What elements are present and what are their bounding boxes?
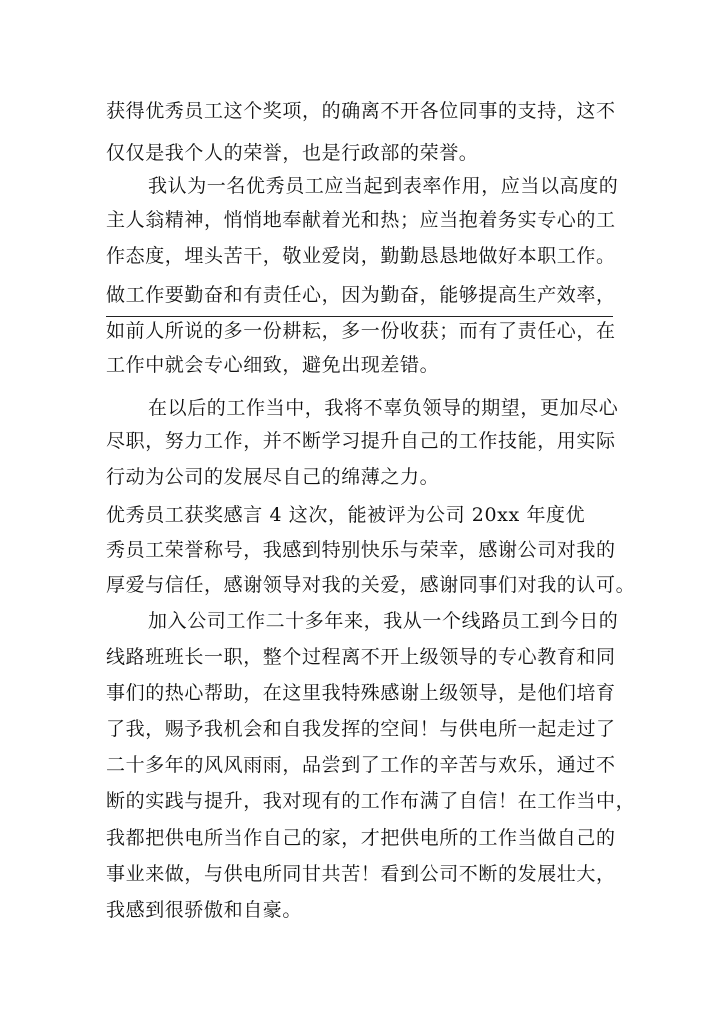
text-line: 做工作要勤奋和有责任心，因为勤奋，能够提高生产效率， [106, 284, 616, 306]
text-line: 主人翁精神，悄悄地奉献着光和热；应当抱着务实专心的工 [106, 209, 616, 231]
text-line: 我感到很骄傲和自豪。 [106, 899, 303, 921]
text-line: 获得优秀员工这个奖项，的确离不开各位同事的支持，这不 [106, 100, 616, 122]
text-line: 二十多年的风风雨雨，品尝到了工作的辛苦与欢乐，通过不 [106, 754, 616, 776]
text-line: 仅仅是我个人的荣誉，也是行政部的荣誉。 [106, 142, 479, 164]
text-line: 线路班班长一职，整个过程离不开上级领导的专心教育和同 [106, 646, 616, 668]
text-line: 在以后的工作当中，我将不辜负领导的期望，更加尽心 [148, 397, 619, 419]
text-line: 优秀员工获奖感言 4 这次，能被评为公司 20xx 年度优 [106, 504, 586, 526]
text-line: 加入公司工作二十多年来，我从一个线路员工到今日的 [148, 610, 619, 632]
text-line: 了我，赐予我机会和自我发挥的空间！与供电所一起走过了 [106, 718, 616, 740]
text-line: 如前人所说的多一份耕耘，多一份收获；而有了责任心，在 [106, 320, 616, 342]
text-line: 秀员工荣誉称号，我感到特别快乐与荣幸，感谢公司对我的 [106, 539, 616, 561]
horizontal-rule [106, 316, 613, 317]
text-line: 工作中就会专心细致，避免出现差错。 [106, 354, 440, 376]
text-line: 厚爱与信任，感谢领导对我的关爱，感谢同事们对我的认可。 [106, 574, 636, 596]
text-line: 我认为一名优秀员工应当起到表率作用，应当以高度的 [148, 175, 619, 197]
text-line: 我都把供电所当作自己的家，才把供电所的工作当做自己的 [106, 827, 616, 849]
text-line: 断的实践与提升，我对现有的工作布满了自信！在工作当中， [106, 790, 636, 812]
text-line: 尽职，努力工作，并不断学习提升自己的工作技能，用实际 [106, 430, 616, 452]
text-line: 事们的热心帮助，在这里我特殊感谢上级领导，是他们培育 [106, 682, 616, 704]
text-line: 行动为公司的发展尽自己的绵薄之力。 [106, 466, 440, 488]
text-line: 事业来做，与供电所同甘共苦！看到公司不断的发展壮大， [106, 863, 616, 885]
text-line: 作态度，埋头苦干，敬业爱岗，勤勤恳恳地做好本职工作。 [106, 245, 616, 267]
